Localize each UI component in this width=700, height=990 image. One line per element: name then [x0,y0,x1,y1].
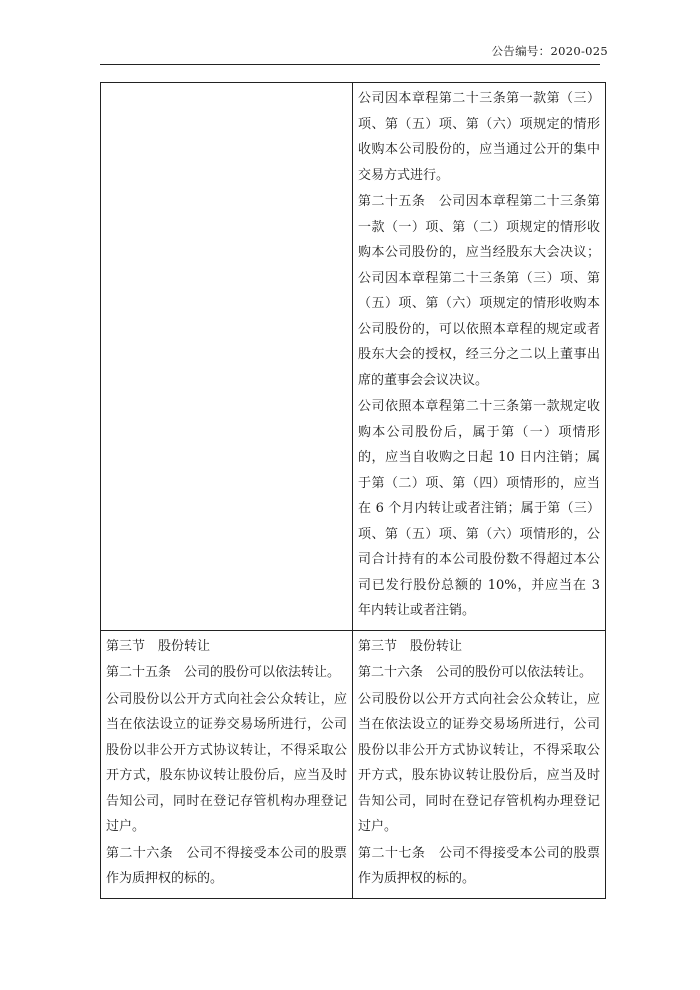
section-heading: 第三节 股份转让 [106,638,211,654]
clause-paragraph: 第二十五条 公司因本章程第二十三条第一款（一）项、第（二）项规定的情形收购本公司股份的，应当经股东大会决议；公司因本章程第二十三条第（三）项、第（五）项、第（六）项规定的情形收购本公司股份的，可以依照本章程的规定或者股东大会的授权，经三分之二以上董事出席的董事会会议决议。 [358,194,600,388]
table-row [101,83,606,631]
section-heading: 第三节 股份转让 [358,638,463,654]
comparison-table [100,82,606,899]
table-row [101,630,606,898]
clause-paragraph: 公司股份以公开方式向社会公众转让，应当在依法设立的证券交易场所进行，公司股份以非公开方式协议转让，不得采取公开方式，股东协议转让股份后，应当及时告知公司，同时在登记存管机构办理登记过户。 [106,691,347,834]
header-divider [100,64,600,65]
table-cell-revised [353,83,606,631]
table-cell-revised [353,630,606,898]
clause-paragraph: 第二十七条 公司不得接受本公司的股票作为质押权的标的。 [358,845,600,886]
table-cell-original [101,630,353,898]
clause-paragraph: 公司股份以公开方式向社会公众转让，应当在依法设立的证券交易场所进行，公司股份以非公开方式协议转让，不得采取公开方式，股东协议转让股份后，应当及时告知公司，同时在登记存管机构办理登记过户。 [358,691,600,834]
clause-paragraph: 第二十六条 公司不得接受本公司的股票作为质押权的标的。 [106,845,347,886]
clause-paragraph: 第二十五条 公司的股份可以依法转让。 [106,665,341,680]
notice-number: 公告编号：2020-025 [491,44,608,58]
table-cell-original [101,83,353,631]
clause-paragraph: 公司因本章程第二十三条第一款第（三）项、第（五）项、第（六）项规定的情形收购本公司股份的，应当通过公开的集中交易方式进行。 [358,91,600,183]
clause-paragraph: 第二十六条 公司的股份可以依法转让。 [358,665,593,680]
clause-paragraph: 公司依照本章程第二十三条第一款规定收购本公司股份后，属于第（一）项情形的，应当自收购之日起 10 日内注销；属于第（二）项、第（四）项情形的，应当在 6 个月内转让或者注销；属于第（三）项、第（五）项、第（六）项情形的，公司合计持有的本公司股份数不得超过本公司已发行股份总额的 10%，并应当在 3 年内转让或者注销。 [358,399,600,618]
